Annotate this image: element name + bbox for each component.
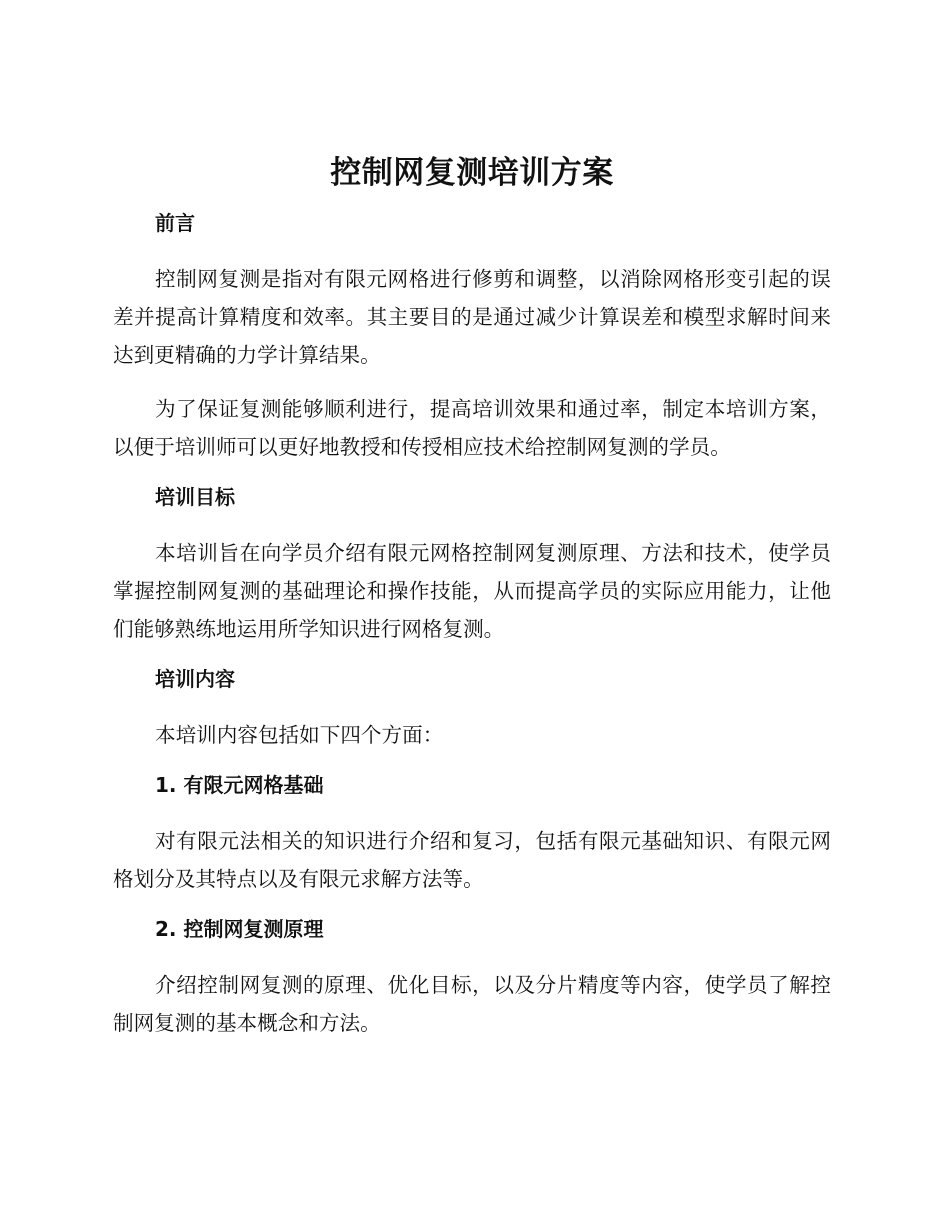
paragraph-preface-1: 控制网复测是指对有限元网格进行修剪和调整，以消除网格形变引起的误差并提高计算精度和效率。其主要目的是通过减少计算误差和模型求解时间来达到更精确的力学计算结果。 [113,267,831,367]
paragraph-preface-2: 为了保证复测能够顺利进行，提高培训效果和通过率，制定本培训方案，以便于培训师可以更好地教授和传授相应技术给控制网复测的学员。 [113,397,831,459]
section-heading-content: 培训内容 [155,667,235,691]
paragraph-fem-basics: 对有限元法相关的知识进行介绍和复习，包括有限元基础知识、有限元网格划分及其特点以及有限元求解方法等。 [113,829,831,891]
paragraph-content-intro: 本培训内容包括如下四个方面： [155,723,444,747]
document-title: 控制网复测培训方案 [330,155,614,191]
document-page [113,150,831,1058]
section-heading-preface: 前言 [155,211,195,235]
section-heading-goals: 培训目标 [155,485,235,509]
paragraph-remeasure-principle: 介绍控制网复测的原理、优化目标，以及分片精度等内容，使学员了解控制网复测的基本概念和方法。 [113,973,831,1035]
paragraph-goals: 本培训旨在向学员介绍有限元网格控制网复测原理、方法和技术，使学员掌握控制网复测的基础理论和操作技能，从而提高学员的实际应用能力，让他们能够熟练地运用所学知识进行网格复测。 [113,541,831,641]
subheading-remeasure-principle: 2. 控制网复测原理 [155,917,324,941]
subheading-fem-basics: 1. 有限元网格基础 [155,773,324,797]
